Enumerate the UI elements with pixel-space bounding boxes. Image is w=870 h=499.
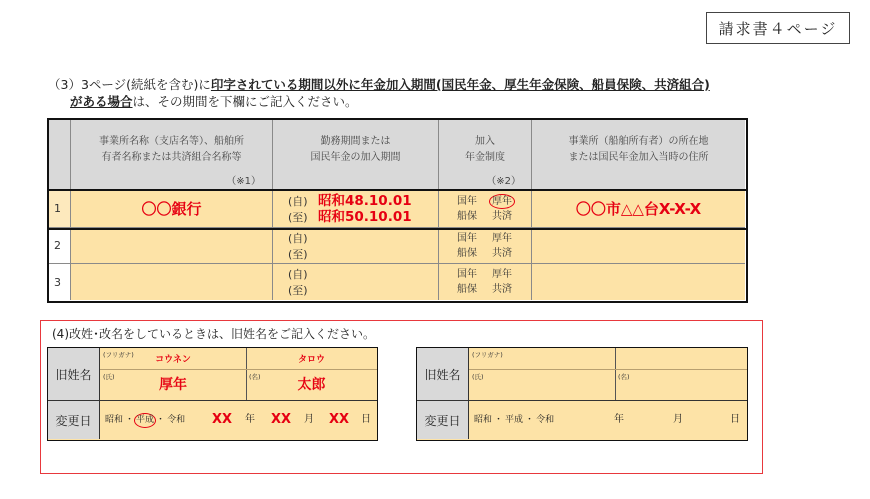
header-line: 事業所（船舶所有者）の所在地 xyxy=(568,136,709,147)
furigana-label: (フリガナ) xyxy=(103,351,134,359)
pension-options-line xyxy=(454,267,531,282)
header-line: 事業所名称（支店名等）、船舶所 xyxy=(99,136,244,147)
pension-option: 船保 xyxy=(457,210,477,222)
from-label: (自) xyxy=(288,231,308,245)
era-options xyxy=(103,413,187,428)
to-label: (至) xyxy=(288,210,308,224)
era-option: 昭和 xyxy=(474,415,493,425)
period-from xyxy=(288,193,438,209)
era-option: 平成 xyxy=(134,413,156,428)
office-name-cell: 〇〇銀行 xyxy=(71,190,273,228)
last-name-label: (氏) xyxy=(103,373,115,381)
year-unit: 年 xyxy=(614,414,624,425)
pension-option: 国年 xyxy=(457,269,477,280)
change-date-fields xyxy=(100,401,377,440)
pension-option: 船保 xyxy=(457,247,477,259)
furigana-last-name: コウネン xyxy=(155,355,191,365)
former-name-fields xyxy=(469,348,747,401)
section3-instruction-line-1 xyxy=(48,77,710,93)
section4-title: (4)改姓･改名をしているときは、旧姓名をご記入ください。 xyxy=(52,327,376,341)
furigana-divider xyxy=(469,369,747,370)
change-date-label: 変更日 xyxy=(417,401,469,439)
furigana-divider xyxy=(100,369,377,370)
office-name-cell xyxy=(71,264,273,300)
header-pension-system xyxy=(439,120,532,190)
pension-option: 国年 xyxy=(457,232,477,244)
pension-system-cell xyxy=(439,264,532,300)
header-row-number xyxy=(49,120,71,190)
era-option: 令和 xyxy=(167,415,186,425)
pension-option: 船保 xyxy=(457,284,477,295)
row-number: 2 xyxy=(49,228,71,264)
period-to xyxy=(288,209,438,225)
period-from xyxy=(288,230,438,246)
to-date: 昭和50.10.01 xyxy=(318,208,412,225)
period-to xyxy=(288,246,438,262)
header-note: （※1） xyxy=(226,176,261,187)
header-office-name xyxy=(71,120,273,190)
header-line: 年金制度 xyxy=(465,152,505,163)
instruction-emphasis: 印字されている期間以外に年金加入期間(国民年金、厚生年金保険、船員保険、共済組合) xyxy=(210,77,710,92)
pension-option: 共済 xyxy=(492,284,512,295)
first-name-value: 太郎 xyxy=(297,377,326,393)
year-value: XX xyxy=(212,412,233,427)
pension-option: 国年 xyxy=(457,195,477,207)
row-number: 1 xyxy=(49,190,71,228)
header-line: または国民年金加入当時の住所 xyxy=(568,152,709,163)
pension-option: 厚年 xyxy=(492,232,512,244)
pension-options-line xyxy=(454,231,531,246)
day-unit: 日 xyxy=(730,414,740,425)
office-name-cell xyxy=(71,228,273,264)
furigana-label: (フリガナ) xyxy=(472,351,503,359)
pension-system-cell xyxy=(439,228,532,264)
header-address xyxy=(532,120,745,190)
era-separator: ・ xyxy=(494,415,504,425)
period-cell xyxy=(273,228,439,264)
era-option: 令和 xyxy=(536,415,555,425)
from-label: (自) xyxy=(288,268,308,281)
instruction-text: 3ページ(続紙を含む)に xyxy=(80,77,211,92)
period-from xyxy=(288,266,438,282)
former-name-form-blank xyxy=(416,347,748,441)
address-cell xyxy=(532,228,745,264)
pension-option: 厚年 xyxy=(489,194,515,209)
change-date-fields xyxy=(469,401,747,440)
era-options xyxy=(472,413,556,428)
pension-options-line xyxy=(454,194,531,209)
first-name-label: (名) xyxy=(249,373,261,381)
header-line: 勤務期間または xyxy=(320,136,391,147)
page-label: 請求書４ページ xyxy=(706,12,850,44)
era-separator: ・ xyxy=(525,415,535,425)
from-date: 昭和48.10.01 xyxy=(318,192,412,209)
pension-option: 共済 xyxy=(492,247,512,259)
month-unit: 月 xyxy=(304,414,314,425)
former-name-fields xyxy=(100,348,377,401)
header-period xyxy=(273,120,439,190)
furigana-first-name: タロウ xyxy=(297,355,325,365)
header-line: 有者名称または共済組合名称等 xyxy=(101,152,242,163)
address-cell: 〇〇市△△台X-X-X xyxy=(532,190,745,228)
period-cell xyxy=(273,190,439,228)
former-name-label: 旧姓名 xyxy=(417,348,469,401)
era-separator: ・ xyxy=(156,415,166,425)
header-line: 国民年金の加入期間 xyxy=(310,152,401,163)
pension-options-line xyxy=(454,282,531,297)
name-divider xyxy=(615,348,616,400)
header-note: （※2） xyxy=(486,176,521,187)
to-label: (至) xyxy=(288,247,308,261)
era-option: 平成 xyxy=(505,415,524,425)
instruction-emphasis: がある場合 xyxy=(70,94,133,109)
address-cell xyxy=(532,264,745,300)
era-separator: ・ xyxy=(125,415,135,425)
to-label: (至) xyxy=(288,284,308,297)
pension-option: 共済 xyxy=(492,210,512,222)
pension-options-line xyxy=(454,246,531,261)
month-unit: 月 xyxy=(673,414,683,425)
instruction-text: は、その期間を下欄にご記入ください。 xyxy=(132,94,358,109)
former-name-form xyxy=(47,347,378,441)
last-name-value: 厚年 xyxy=(159,377,187,393)
era-option: 昭和 xyxy=(105,415,124,425)
pension-options-line xyxy=(454,209,531,224)
pension-system-cell xyxy=(439,190,532,228)
from-label: (自) xyxy=(288,194,308,208)
section3-instruction-line-2 xyxy=(70,94,358,110)
former-name-label: 旧姓名 xyxy=(48,348,100,401)
pension-option: 厚年 xyxy=(492,269,512,280)
pension-period-table xyxy=(47,118,748,303)
period-cell xyxy=(273,264,439,300)
section3-number: （3） xyxy=(48,77,81,92)
change-date-label: 変更日 xyxy=(48,401,100,439)
first-name-label: (名) xyxy=(618,373,630,381)
period-to xyxy=(288,282,438,298)
day-unit: 日 xyxy=(361,414,371,425)
last-name-label: (氏) xyxy=(472,373,484,381)
day-value: XX xyxy=(329,412,350,427)
year-unit: 年 xyxy=(245,414,255,425)
row-number: 3 xyxy=(49,264,71,300)
header-line: 加入 xyxy=(475,136,495,147)
month-value: XX xyxy=(271,412,292,427)
